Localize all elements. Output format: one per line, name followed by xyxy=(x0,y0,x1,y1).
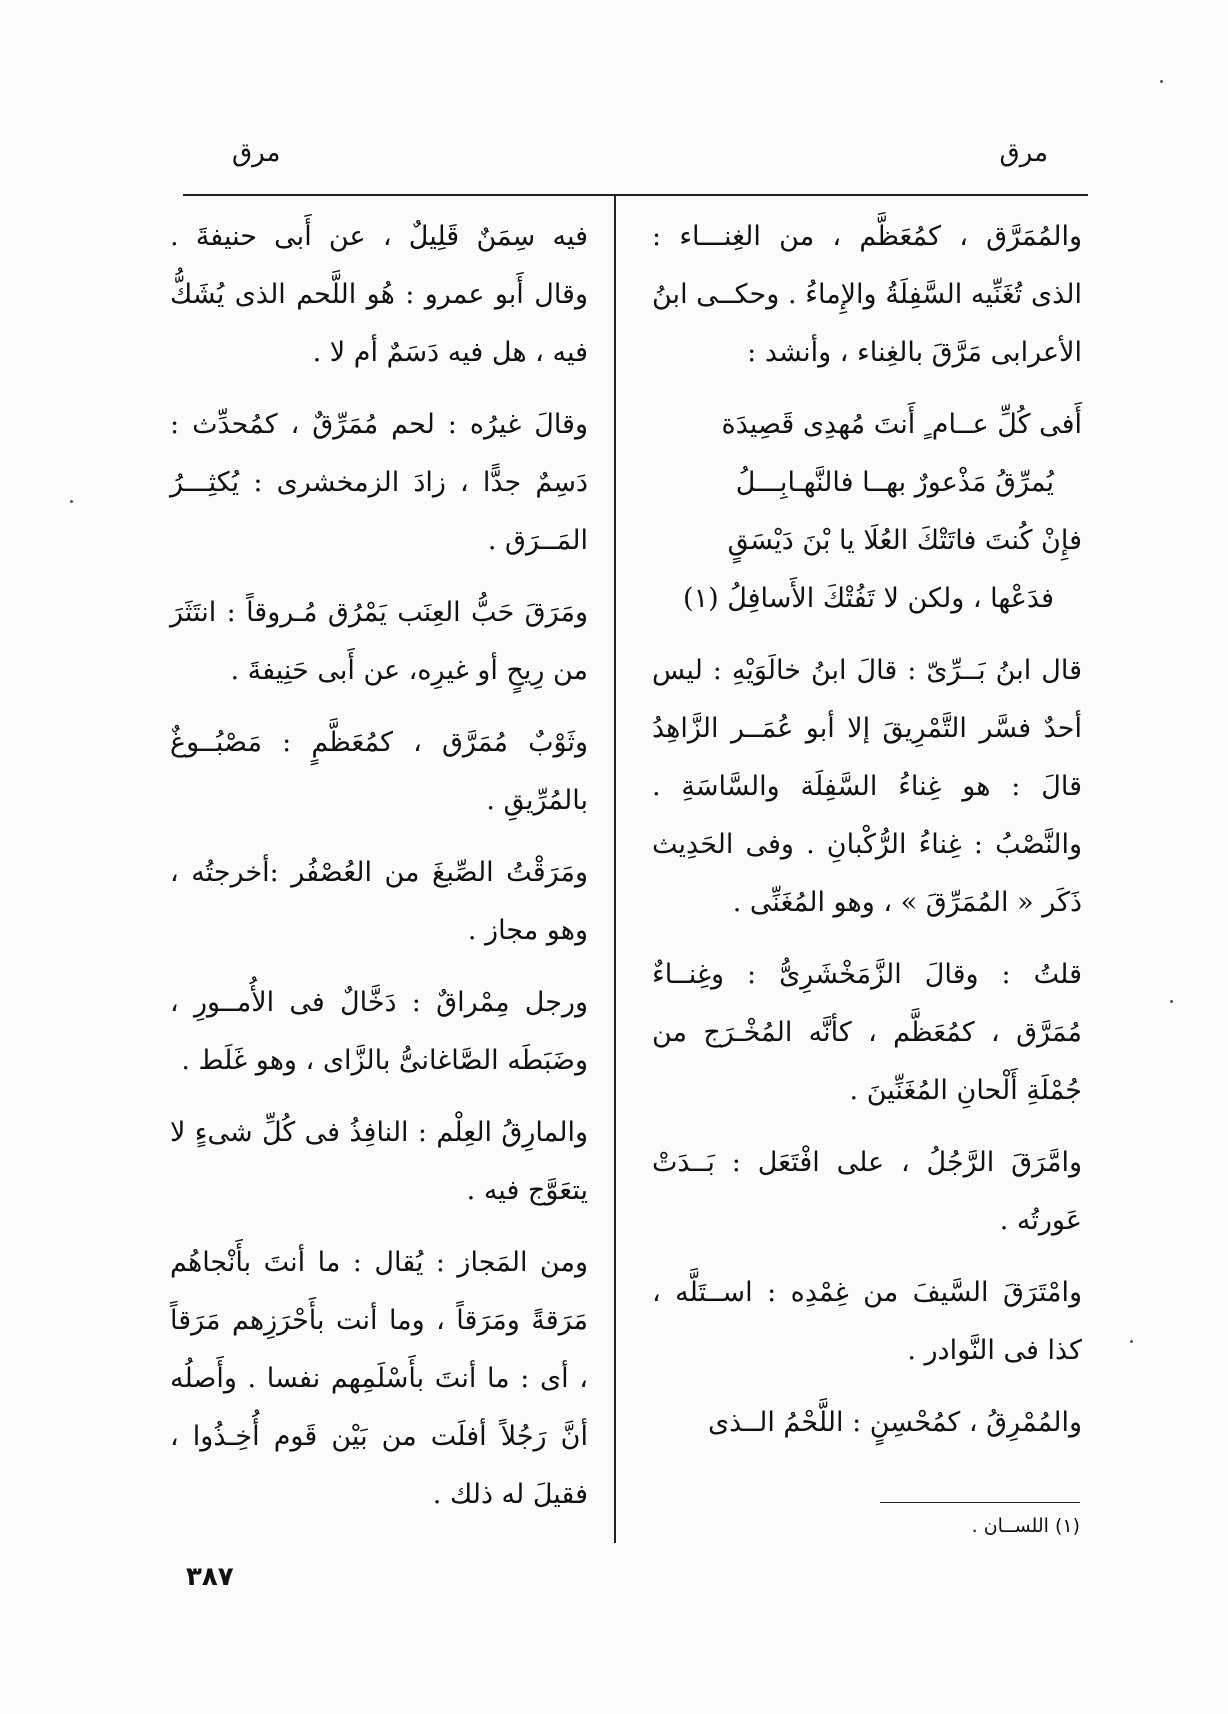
left-column xyxy=(170,208,588,1538)
paragraph: فيه سِمَنٌ قَلِيلٌ ، عن أَبى حنيفةَ . وقال أَبو عمرو : هُو اللَّحم الذى يُشَكُّ فيه ، هل فيه دَسَمٌ أم لا . xyxy=(170,221,588,368)
paragraph: وامْتَرَقَ السَّيفَ من غِمْدِه : اســتَلَّه ، كذا فى النَّوادر . xyxy=(652,1277,1082,1366)
right-column xyxy=(652,208,1082,1466)
scan-speck xyxy=(1170,1000,1173,1003)
paragraph: ومَرَقْتُ الصِّبغَ من العُصْفُر :أخرجتُه ، وهو مجاز . xyxy=(170,857,588,946)
paragraph: ومَرَقَ حَبُّ العِنَب يَمْرُق مُـروقاً : انتَثَرَ من رِيحٍ أو غيرِه، عن أَبى حَنِيفةَ . xyxy=(170,597,588,686)
running-header-left: مرق xyxy=(232,138,281,168)
paragraph: والمارِقُ العِلْم : النافِذُ فى كُلِّ شىءٍ لا يتعَوَّج فيه . xyxy=(170,1117,588,1206)
verse-line: يُمرِّقُ مَذْعورٌ بهــا فالنَّهـابِـــلُ xyxy=(735,467,1054,498)
paragraph: ورجل مِمْراقٌ : دَخَّالٌ فى الأُمــورِ ، وضَبَطَه الصَّاغانىُّ بالزَّاى ، وهو غَلَط . xyxy=(170,987,588,1076)
scan-speck xyxy=(1130,1340,1133,1343)
column-divider xyxy=(614,196,616,1543)
paragraph: ومن المَجاز : يُقال : ما أنتَ بأَنْجاهُم مَرَقةً ومَرَقاً ، وما أنت بأَحْرَزِهم مَرَقاً ، أى : ما أنتَ بأَسْلَمِهم نفسا . وأَصلُه أنَّ رَجُلاً أفلَت من بَيْن قَوم أُخِـذُوا ، فقيلَ له ذلك . xyxy=(170,1247,588,1510)
running-header-right: مرق xyxy=(999,138,1048,168)
paragraph: وامَّرَقَ الرَّجُلُ ، على افْتَعَل : بَــدَتْ عَورتُه . xyxy=(652,1147,1082,1236)
verse-line: أَفى كُلِّ عــام ٍ أَنتَ مُهدِى قَصِيدَة xyxy=(721,409,1082,440)
paragraph: قلتُ : وقالَ الزَّمَخْشَرِىُّ : وغِنــاءٌ مُمَرَّق ، كمُعَظَّم ، كأنَّه المُخْـرَج من جُمْلَةِ أَلْحانِ المُغَنِّينَ . xyxy=(652,959,1082,1106)
scan-speck xyxy=(1160,80,1163,83)
paragraph: قال ابنُ بَــرِّىّ : قالَ ابنُ خالَوَيْهِ : ليس أحدٌ فسَّر التَّمْرِيقَ إلا أبو عُمَــر الزَّاهِدُ قالَ : هو غِناءُ السَّفِلَة والسَّاسَةِ . والنَّصْبُ : غِناءُ الرُّكْبانِ . وفى الحَدِيث ذَكَر « المُمَرِّقَ » ، وهو المُغَنِّى . xyxy=(652,655,1082,918)
paragraph: وقالَ غيرُه : لحم مُمَرِّقٌ ، كمُحدِّث : دَسِمٌ جدًّا ، زادَ الزمخشرى : يُكثِـــرُ المَــرَق . xyxy=(170,409,588,556)
poem-verse xyxy=(652,396,1082,628)
paragraph: والمُمْرِقُ ، كمُحْسِنٍ : اللَّحْمُ الــذى xyxy=(707,1407,1082,1438)
verse-line: فدَعْها ، ولكن لا تَفُتْكَ الأَسافِلُ (١) xyxy=(683,583,1054,614)
footnote-rule xyxy=(880,1502,1080,1503)
paragraph: وثَوْبٌ مُمَرَّق ، كمُعَظَّمٍ : مَصْبُــوغٌ بالمُرِّيقِ . xyxy=(170,727,588,816)
scan-speck xyxy=(70,500,73,503)
page-number: ٣٨٧ xyxy=(186,1562,234,1592)
paragraph: والمُمَرَّق ، كمُعَظَّم ، من الغِنـــاء : الذى تُغَنِّيه السَّفِلَةُ والإِماءُ . وحكــى ابنُ الأعرابى مَرَّقَ بالغِناء ، وأنشد : xyxy=(652,221,1082,368)
verse-line: فإِنْ كُنتَ فاتَتْكَ العُلَا يا بْنَ دَيْسَقٍ xyxy=(727,525,1082,556)
header-rule xyxy=(183,194,1088,196)
footnote: (١) اللســان . xyxy=(971,1515,1080,1537)
